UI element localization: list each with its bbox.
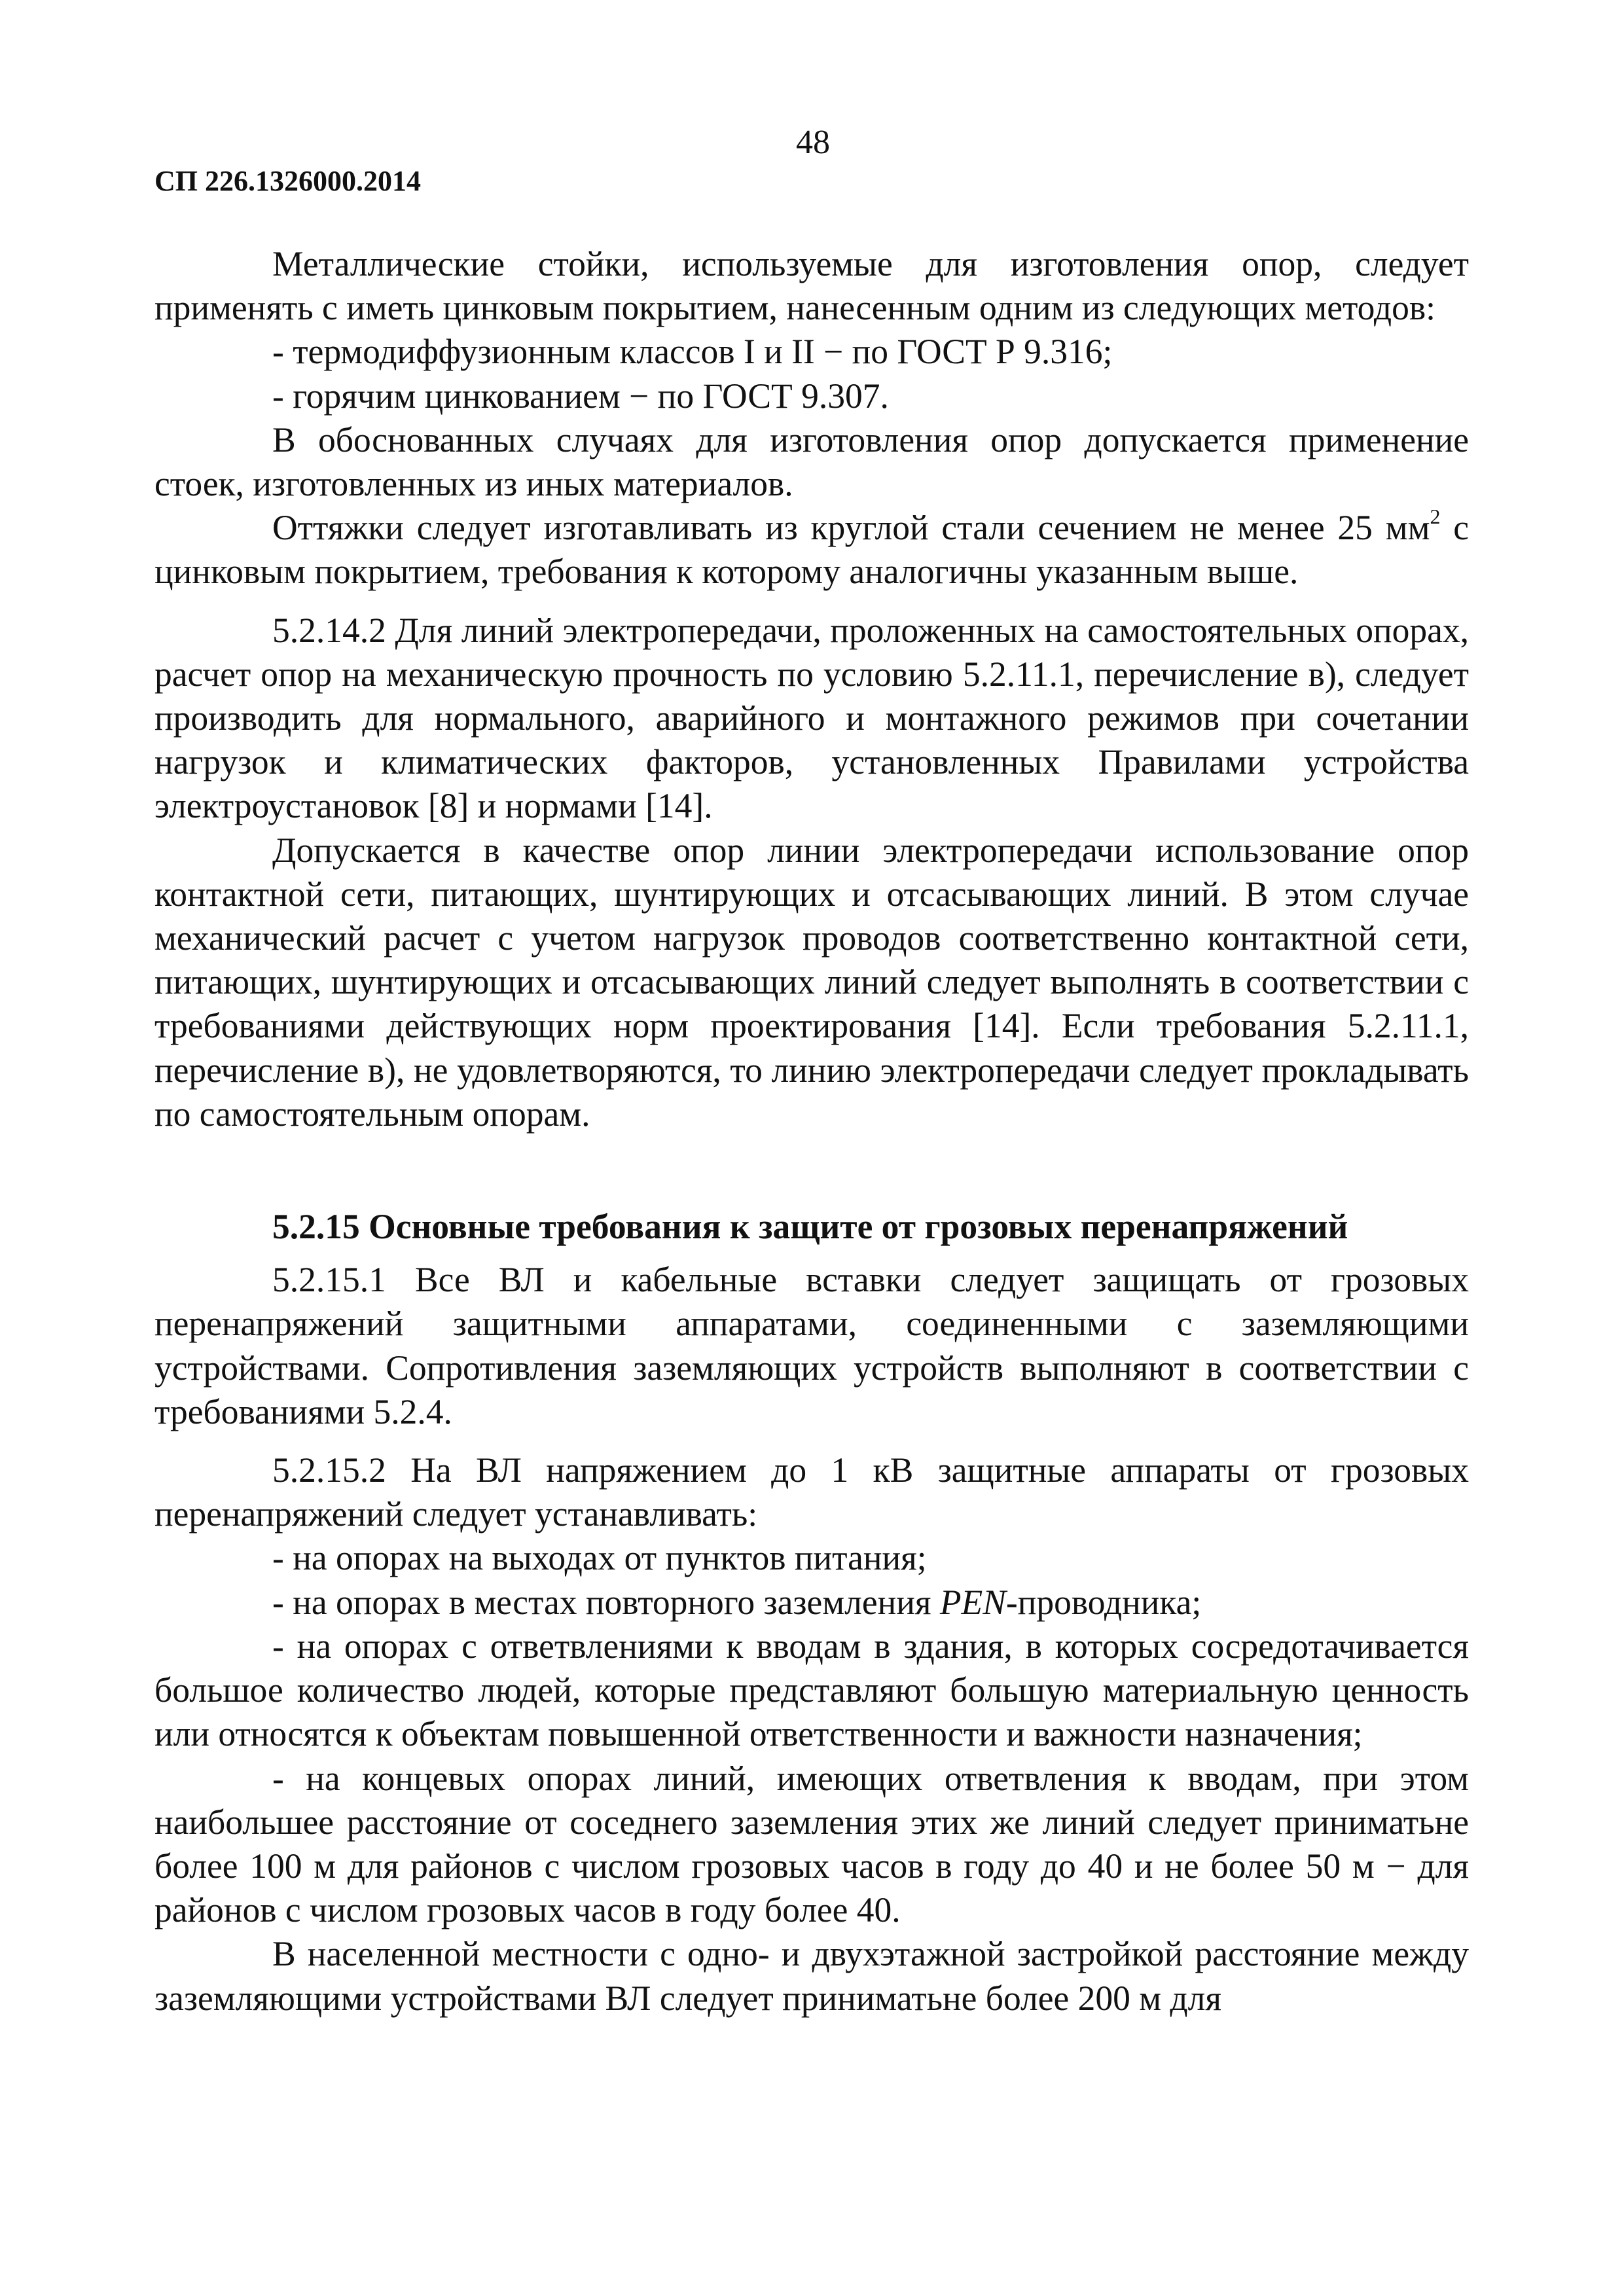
- paragraph-contact-network: Допускается в качестве опор линии электропередачи использование опор контактной сети, питающих, шунтирующих и отсасывающих линий. В этом случае механический расчет с учетом нагрузок проводов соответственно контактной сети, питающих, шунтирующих и отсасывающих линий следует выполнять в соответствии с требованиями действующих норм проектирования [14]. Если требования 5.2.11.1, перечисление в), не удовлетворяются, то линию электропередачи следует прокладывать по самостоятельным опорам.: [154, 830, 1469, 1134]
- pen-text-start: - на опорах в местах повторного заземления: [272, 1582, 940, 1622]
- paragraph-populated-area: В населенной местности с одно- и двухэтажной застройкой расстояние между заземляющими устройствами ВЛ следует приниматьне более 200 м для: [154, 1934, 1469, 2018]
- guy-wires-text-start: Оттяжки следует изготавливать из круглой стали сечением не менее 25 мм: [272, 508, 1430, 548]
- document-body: [154, 242, 1469, 2020]
- paragraph-guy-wires: [154, 506, 1469, 594]
- guy-wires-text-end: с цинковым покрытием, требования к которому аналогичны указанным выше.: [154, 508, 1469, 592]
- list-item-pen-grounding: [154, 1581, 1469, 1624]
- list-item-thermodiffusion: - термодиффузионным классов I и II − по ГОСТ Р 9.316;: [272, 332, 1113, 372]
- document-code: СП 226.1326000.2014: [154, 165, 421, 197]
- paragraph-other-materials: В обоснованных случаях для изготовления опор допускается применение стоек, изготовленных из иных материалов.: [154, 420, 1469, 504]
- paragraph-5-2-15-2: 5.2.15.2 На ВЛ напряжением до 1 кВ защитные аппараты от грозовых перенапряжений следует устанавливать:: [154, 1450, 1469, 1534]
- pen-term: PEN: [939, 1582, 1006, 1622]
- paragraph-5-2-15-1: 5.2.15.1 Все ВЛ и кабельные вставки следует защищать от грозовых перенапряжений защитными аппаратами, соединенными с заземляющими устройствами. Сопротивления заземляющих устройств выполняют в соответствии с требованиями 5.2.4.: [154, 1260, 1469, 1431]
- paragraph-5-2-14-2: 5.2.14.2 Для линий электропередачи, проложенных на самостоятельных опорах, расчет опор на механическую прочность по условию 5.2.11.1, перечисление в), следует производить для нормального, аварийного и монтажного режимов при сочетании нагрузок и климатических факторов, установленных Правилами устройства электроустановок [8] и нормами [14].: [154, 610, 1469, 826]
- page-number: 48: [796, 124, 830, 161]
- list-item-building-branches: - на опорах с ответвлениями к вводам в здания, в которых сосредотачивается большое количество людей, которые представляют большую материальную ценность или относятся к объектам повышенной ответственности и важности назначения;: [154, 1626, 1469, 1754]
- list-item-supply-outputs: - на опорах на выходах от пунктов питания;: [272, 1538, 927, 1578]
- paragraph-metal-posts: Металлические стойки, используемые для изготовления опор, следует применять с иметь цинковым покрытием, нанесенным одним из следующих методов:: [154, 244, 1469, 328]
- list-item-hot-dip: - горячим цинкованием − по ГОСТ 9.307.: [272, 376, 889, 416]
- superscript-2: 2: [1430, 505, 1441, 529]
- section-heading-5-2-15: 5.2.15 Основные требования к защите от грозовых перенапряжений: [272, 1207, 1348, 1247]
- list-item-end-supports: - на концевых опорах линий, имеющих ответвления к вводам, при этом наибольшее расстояние от соседнего заземления этих же линий следует приниматьне более 100 м для районов с числом грозовых часов в году до 40 и не более 50 м − для районов с числом грозовых часов в году более 40.: [154, 1758, 1469, 1930]
- pen-text-end: -проводника;: [1005, 1582, 1202, 1622]
